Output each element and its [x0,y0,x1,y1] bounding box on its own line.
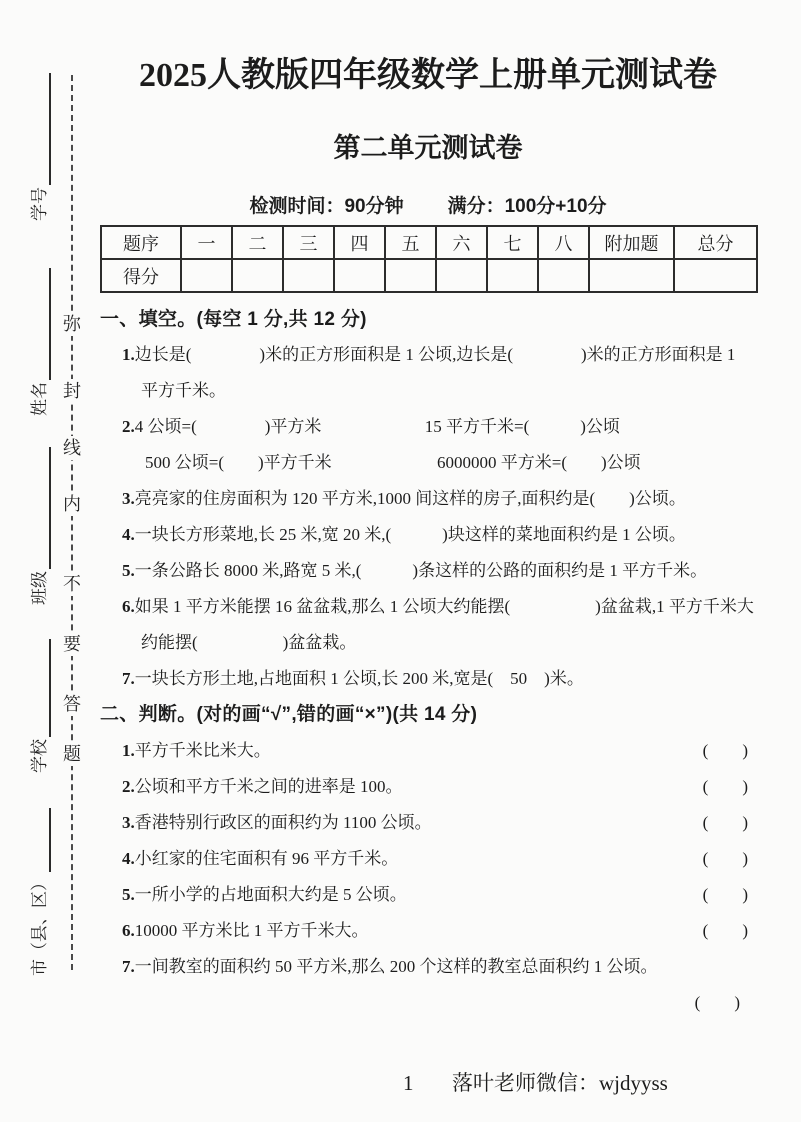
score-table-corner: 题序 [101,226,181,259]
question-text: 10000 平方米比 1 平方千米大。 [134,921,369,940]
question-text-wrap [122,841,398,877]
question-number: 1. [122,741,135,760]
question-number: 2. [122,417,135,436]
question-line [122,409,756,445]
question-text: 一块长方形菜地,长 25 米,宽 20 米,( )块这样的菜地面积约是 1 公顷。 [134,525,686,544]
field-label: 学号 [30,187,49,221]
question-text-wrap [122,769,403,805]
question-text: 一所小学的占地面积大约是 5 公顷。 [134,885,407,904]
score-cell [589,259,674,292]
score-cell [334,259,385,292]
question-number: 6. [122,597,135,616]
question-number: 7. [122,957,135,976]
answer-blank: ( ) [702,885,748,904]
question-text-wrap [122,913,369,949]
question-number: 3. [122,489,135,508]
score-col-header: 二 [232,226,283,259]
question-text-wrap [122,733,271,769]
question-text-wrap [122,805,432,841]
question-text: 亮亮家的住房面积为 120 平方米,1000 间这样的房子,面积约是( )公顷。 [134,489,686,508]
question-number: 5. [122,885,135,904]
question-text: 一块长方形土地,占地面积 1 公顷,长 200 米,宽是( 50 )米。 [134,669,584,688]
question-text-wrap [122,877,407,913]
seal-char: 题 [63,744,81,764]
score-col-header: 附加题 [589,226,674,259]
field-underline [35,447,51,569]
page-footer [100,1068,756,1098]
score-row-label: 得分 [101,259,181,292]
seal-char: 要 [63,634,81,654]
seal-char: 答 [63,694,81,714]
question-s1-3 [122,481,756,517]
answer-blank: ( ) [694,993,740,1012]
question-text: 一间教室的面积约 50 平方米,那么 200 个这样的教室总面积约 1 公顷。 [134,957,658,976]
score-cell [674,259,757,292]
question-s2-2 [122,769,756,805]
section2-heading: 二、判断。(对的画“√”,错的画“×”)(共 14 分) [100,704,478,725]
field-underline [35,639,51,737]
question-s1-2 [122,409,756,481]
page-number: 1 [403,1071,414,1095]
answer-blank: ( ) [702,777,748,796]
teacher-contact: 落叶老师微信：wjdyyss [452,1071,668,1095]
question-number: 6. [122,921,135,940]
exam-info-line [100,194,756,220]
score-table-header-row [101,226,757,259]
question-text: 一条公路长 8000 米,路宽 5 米,( )条这样的公路的面积约是 1 平方千米。 [134,561,708,580]
field-label: 姓名 [30,382,49,416]
question-s2-4 [122,841,756,877]
question-number: 3. [122,813,135,832]
score-cell [487,259,538,292]
question-text: 小红家的住宅面积有 96 平方千米。 [134,849,399,868]
question-number: 2. [122,777,135,796]
seal-char: 不 [63,574,81,594]
conversion-item: 4 公顷=( )平方米 [134,417,322,436]
exam-full-score: 满分：100分+10分 [447,196,607,217]
margin-field-city [29,808,51,976]
question-s1-6 [122,589,756,661]
field-underline [35,268,51,380]
seal-dashed-line [71,75,73,970]
seal-char: 内 [63,494,81,514]
section1-heading: 一、填空。(每空 1 分,共 12 分) [100,309,367,330]
question-s2-3 [122,805,756,841]
seal-char: 弥 [63,314,81,334]
margin-field-class [29,447,51,605]
question-number: 1. [122,345,135,364]
field-underline [35,808,51,872]
question-number: 4. [122,525,135,544]
score-col-header: 总分 [674,226,757,259]
score-col-header: 五 [385,226,436,259]
question-text: 香港特别行政区的面积约为 1100 公顷。 [134,813,432,832]
answer-blank: ( ) [702,741,748,760]
question-s2-7-blank-row [100,985,748,1021]
score-cell [538,259,589,292]
score-col-header: 三 [283,226,334,259]
conversion-item: 6000000 平方米=( )公顷 [437,453,641,472]
field-underline [35,73,51,185]
conversion-item: 15 平方千米=( )公顷 [424,417,620,436]
main-content [100,0,756,1021]
unit-subtitle: 第二单元测试卷 [333,133,523,163]
score-col-header: 四 [334,226,385,259]
field-label: 市（县、区） [30,874,49,976]
score-col-header: 八 [538,226,589,259]
question-text: 公顷和平方千米之间的进率是 100。 [134,777,403,796]
question-s2-6 [122,913,756,949]
seal-char: 线 [63,438,81,458]
question-number: 4. [122,849,135,868]
question-s1-4 [122,517,756,553]
margin-field-student-id [29,73,51,221]
question-number: 7. [122,669,135,688]
seal-char: 封 [63,381,81,401]
field-label: 班级 [30,571,49,605]
question-s2-1 [122,733,756,769]
question-text: 边长是( )米的正方形面积是 1 公顷,边长是( )米的正方形面积是 1 平方千米。 [134,345,736,400]
page-title: 2025人教版四年级数学上册单元测试卷 [139,57,717,94]
margin-field-school [29,639,51,773]
field-label: 学校 [30,739,49,773]
conversion-item: 500 公顷=( )平方千米 [145,453,332,472]
question-line [145,445,756,481]
question-s1-5 [122,553,756,589]
question-s2-5 [122,877,756,913]
question-text: 如果 1 平方米能摆 16 盆盆栽,那么 1 公顷大约能摆( )盆盆栽,1 平方千米大约能摆( )盆盆栽。 [134,597,754,652]
question-number: 5. [122,561,135,580]
score-cell [181,259,232,292]
score-cell [232,259,283,292]
answer-blank: ( ) [702,813,748,832]
score-col-header: 六 [436,226,487,259]
question-s1-1 [122,337,756,409]
score-col-header: 七 [487,226,538,259]
score-table-score-row [101,259,757,292]
score-cell [385,259,436,292]
question-s1-7 [122,661,756,697]
score-table [100,225,758,293]
score-cell [436,259,487,292]
question-s2-7 [122,949,756,985]
score-col-header: 一 [181,226,232,259]
answer-blank: ( ) [702,921,748,940]
margin-field-name [29,268,51,416]
answer-blank: ( ) [702,849,748,868]
exam-duration: 检测时间：90分钟 [249,196,404,217]
question-text: 平方千米比米大。 [134,741,271,760]
score-cell [283,259,334,292]
